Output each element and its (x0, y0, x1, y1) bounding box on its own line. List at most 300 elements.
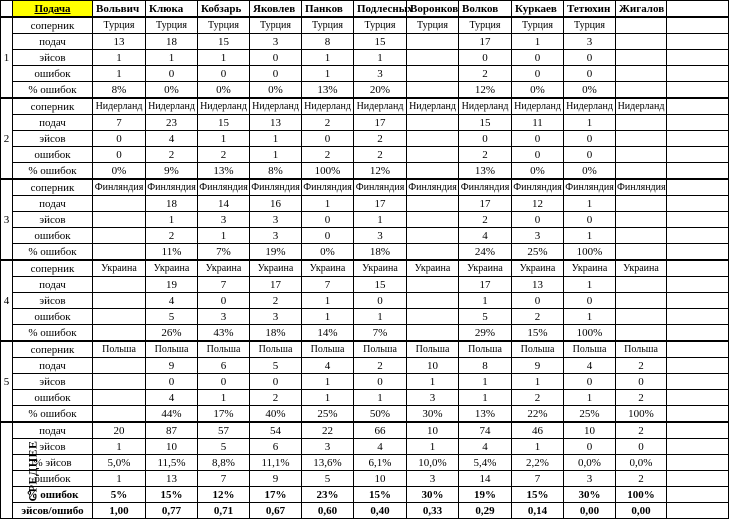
stat-cell: 14% (302, 325, 354, 342)
stat-cell: 0 (616, 374, 667, 390)
stat-cell: 4 (146, 131, 198, 147)
stat-cell: 0% (198, 82, 250, 99)
stat-cell: 3 (250, 212, 302, 228)
stat-cell: 0 (616, 439, 667, 455)
stat-cell: 10 (407, 358, 459, 374)
table-row (1, 277, 729, 293)
stat-cell (407, 293, 459, 309)
stat-cell: 2 (354, 147, 407, 163)
stat-cell: 2 (198, 147, 250, 163)
stat-cell: 23% (302, 487, 354, 503)
stat-cell: Финляндия (564, 179, 616, 196)
row-label: соперник (13, 17, 93, 34)
stat-cell: 15 (198, 34, 250, 50)
table-row (1, 147, 729, 163)
spacer-cell (667, 50, 729, 66)
stat-cell: 1 (459, 390, 512, 406)
spacer-cell (667, 439, 729, 455)
stat-cell (93, 293, 146, 309)
stat-cell: Финляндия (407, 179, 459, 196)
stat-cell (616, 131, 667, 147)
player-header: Панков (302, 1, 354, 18)
stat-cell: 2 (616, 390, 667, 406)
stat-cell: 25% (302, 406, 354, 423)
stat-cell (93, 212, 146, 228)
stat-cell: 0 (459, 50, 512, 66)
stat-cell: 0 (354, 293, 407, 309)
stat-cell (616, 66, 667, 82)
stat-cell: 1 (407, 374, 459, 390)
stat-cell: 1 (302, 309, 354, 325)
stat-cell: 0% (564, 163, 616, 180)
stat-cell: 13% (198, 163, 250, 180)
row-label: ошибок (13, 309, 93, 325)
stat-cell: 0 (564, 131, 616, 147)
stat-cell: 1 (302, 66, 354, 82)
stat-cell: 0% (93, 163, 146, 180)
stat-cell (93, 325, 146, 342)
player-header: Куркаев (512, 1, 564, 18)
stat-cell (616, 244, 667, 261)
stat-cell: 11,5% (146, 455, 198, 471)
stat-cell: Турция (250, 17, 302, 34)
stat-cell: 1 (512, 374, 564, 390)
stat-cell: 17 (459, 277, 512, 293)
stat-cell: 1 (564, 196, 616, 212)
table-row (1, 406, 729, 423)
stat-cell: Польша (250, 341, 302, 358)
stat-cell: 40% (250, 406, 302, 423)
stat-cell: Нидерланд (616, 98, 667, 115)
stat-cell: 0 (564, 293, 616, 309)
stat-cell: 0,00 (564, 503, 616, 519)
table-row (1, 34, 729, 50)
stat-cell: 22 (302, 422, 354, 439)
spacer-cell (667, 503, 729, 519)
stat-cell: 5,4% (459, 455, 512, 471)
stat-cell: 2 (459, 147, 512, 163)
stat-cell: 17 (250, 277, 302, 293)
stat-cell: 66 (354, 422, 407, 439)
stat-cell: 0 (564, 66, 616, 82)
stat-cell: 1 (407, 439, 459, 455)
stat-cell: 4 (302, 358, 354, 374)
stat-cell (616, 34, 667, 50)
stat-cell: 0,60 (302, 503, 354, 519)
spacer-cell (667, 179, 729, 196)
stat-cell (93, 390, 146, 406)
stat-cell: Украина (93, 260, 146, 277)
stat-cell: 17% (250, 487, 302, 503)
row-label: соперник (13, 341, 93, 358)
stat-cell (616, 212, 667, 228)
stat-cell: 0 (250, 50, 302, 66)
stat-cell: 13 (93, 34, 146, 50)
stat-cell: 2 (459, 66, 512, 82)
stat-cell: Украина (512, 260, 564, 277)
stat-cell: 30% (407, 406, 459, 423)
stat-cell: 2 (250, 293, 302, 309)
stat-cell: 15 (198, 115, 250, 131)
row-label: % ошибок (13, 487, 93, 503)
stat-cell: 2 (302, 147, 354, 163)
spacer-cell (667, 196, 729, 212)
average-row (1, 439, 729, 455)
stat-cell: 9 (146, 358, 198, 374)
stat-cell: 1 (93, 50, 146, 66)
table-row (1, 82, 729, 99)
stat-cell: 0,67 (250, 503, 302, 519)
stat-cell: 0 (512, 50, 564, 66)
spacer-cell (667, 163, 729, 180)
table-row (1, 341, 729, 358)
stat-cell: 1 (146, 212, 198, 228)
stat-cell: 0 (250, 374, 302, 390)
stat-cell: 7% (198, 244, 250, 261)
stat-cell: Украина (198, 260, 250, 277)
average-row (1, 487, 729, 503)
stat-cell: 18% (250, 325, 302, 342)
spacer-cell (667, 212, 729, 228)
stat-cell: 9 (250, 471, 302, 487)
average-label-cell (1, 422, 40, 519)
stat-cell: 3 (564, 471, 616, 487)
stat-cell: Турция (512, 17, 564, 34)
stat-cell: 7% (354, 325, 407, 342)
table-row (1, 179, 729, 196)
stat-cell: 2 (354, 358, 407, 374)
stat-cell: 0 (354, 374, 407, 390)
stat-cell: 2 (146, 228, 198, 244)
stat-cell: 5% (93, 487, 146, 503)
stat-cell: 12% (459, 82, 512, 99)
spacer-cell (667, 455, 729, 471)
spacer-cell (667, 34, 729, 50)
stat-cell: Турция (302, 17, 354, 34)
table-row (1, 228, 729, 244)
stat-cell: 3 (198, 212, 250, 228)
stat-cell: 2 (616, 471, 667, 487)
row-label: подач (13, 34, 93, 50)
stat-cell: 1 (354, 309, 407, 325)
stat-cell: 5 (250, 358, 302, 374)
stat-cell: 0,33 (407, 503, 459, 519)
stat-cell: 4 (146, 390, 198, 406)
stat-cell: 9% (146, 163, 198, 180)
row-label: ошибок (13, 390, 93, 406)
average-row (1, 471, 729, 487)
spacer-cell (667, 358, 729, 374)
stat-cell: 6,1% (354, 455, 407, 471)
stat-cell: 15% (512, 487, 564, 503)
stat-cell: Финляндия (512, 179, 564, 196)
spacer-cell (667, 325, 729, 342)
stat-cell: 12% (198, 487, 250, 503)
spacer-cell (667, 309, 729, 325)
stat-cell: 12% (354, 163, 407, 180)
stat-cell: 1 (459, 374, 512, 390)
stat-cell: 17% (198, 406, 250, 423)
stat-cell: 0 (564, 50, 616, 66)
stat-cell: Нидерланд (459, 98, 512, 115)
spacer-cell (667, 487, 729, 503)
table-row (1, 17, 729, 34)
stat-cell: 13% (459, 406, 512, 423)
stat-cell: 0 (250, 66, 302, 82)
average-row (1, 422, 729, 439)
stat-cell: Нидерланд (146, 98, 198, 115)
stat-cell: 17 (354, 196, 407, 212)
stat-cell: 0 (198, 66, 250, 82)
stat-cell: Турция (198, 17, 250, 34)
stat-cell: 2 (250, 390, 302, 406)
table-row (1, 309, 729, 325)
header-row (1, 1, 729, 18)
stat-cell: 100% (564, 325, 616, 342)
stat-cell: 15 (354, 277, 407, 293)
stat-cell: 15% (354, 487, 407, 503)
stat-cell: 0% (302, 244, 354, 261)
stat-cell: 54 (250, 422, 302, 439)
stat-cell: 0,0% (616, 455, 667, 471)
table-row (1, 374, 729, 390)
group-number: 3 (1, 179, 13, 260)
stat-cell: 15% (146, 487, 198, 503)
row-label: соперник (13, 179, 93, 196)
stat-cell: Нидерланд (93, 98, 146, 115)
stat-cell: 0% (564, 82, 616, 99)
stat-cell (407, 196, 459, 212)
stat-cell: 3 (250, 34, 302, 50)
stat-cell (407, 163, 459, 180)
stat-cell: 30% (407, 487, 459, 503)
stat-cell: Польша (302, 341, 354, 358)
stat-cell (93, 374, 146, 390)
stat-cell (616, 50, 667, 66)
stat-cell: 0,71 (198, 503, 250, 519)
stat-cell (407, 325, 459, 342)
stat-cell: 4 (459, 228, 512, 244)
stat-cell: 1 (564, 228, 616, 244)
stat-cell: 3 (250, 309, 302, 325)
stat-cell: 23 (146, 115, 198, 131)
stat-cell: 25% (512, 244, 564, 261)
stat-cell: 3 (407, 390, 459, 406)
table-row (1, 163, 729, 180)
stat-cell: 1 (250, 131, 302, 147)
stat-cell: 3 (198, 309, 250, 325)
stat-cell: 0 (512, 147, 564, 163)
row-label: эйсов (13, 374, 93, 390)
stat-cell: 4 (354, 439, 407, 455)
spacer-cell (667, 390, 729, 406)
spacer-cell (667, 374, 729, 390)
stat-cell (616, 163, 667, 180)
stat-cell: 2,2% (512, 455, 564, 471)
stat-cell: 74 (459, 422, 512, 439)
stat-cell: Нидерланд (354, 98, 407, 115)
stat-cell: 10,0% (407, 455, 459, 471)
stat-cell: 18% (354, 244, 407, 261)
spacer-cell (667, 66, 729, 82)
row-label: ошибок (13, 147, 93, 163)
spacer-cell (667, 82, 729, 99)
group-number: 4 (1, 260, 13, 341)
stat-cell (407, 66, 459, 82)
stat-cell: 0,29 (459, 503, 512, 519)
stat-cell (93, 358, 146, 374)
stat-cell: 1 (354, 50, 407, 66)
stat-cell (407, 277, 459, 293)
spacer-cell (667, 17, 729, 34)
stat-cell: 0 (198, 374, 250, 390)
player-header: Тетюхин (564, 1, 616, 18)
stat-cell: Польша (512, 341, 564, 358)
stat-cell (407, 147, 459, 163)
stat-cell: 15 (354, 34, 407, 50)
player-header: Кобзарь (198, 1, 250, 18)
stat-cell: 0 (459, 131, 512, 147)
stat-cell (93, 196, 146, 212)
stat-cell: 0,40 (354, 503, 407, 519)
stat-cell: 3 (354, 66, 407, 82)
stat-cell: 0 (302, 212, 354, 228)
stat-cell: 17 (459, 34, 512, 50)
stat-cell: 0 (198, 293, 250, 309)
stat-cell: 18 (146, 34, 198, 50)
spacer-cell (667, 244, 729, 261)
stat-cell: 11,1% (250, 455, 302, 471)
stat-cell: 3 (250, 228, 302, 244)
row-label: соперник (13, 260, 93, 277)
stat-cell: Украина (407, 260, 459, 277)
stat-cell: Украина (564, 260, 616, 277)
stat-cell: Польша (93, 341, 146, 358)
stat-cell: 44% (146, 406, 198, 423)
stat-cell (616, 228, 667, 244)
stat-cell: 0 (512, 66, 564, 82)
table-row (1, 196, 729, 212)
spacer-cell (667, 293, 729, 309)
stat-cell: 0,00 (616, 503, 667, 519)
stat-cell (93, 244, 146, 261)
stat-cell: Финляндия (459, 179, 512, 196)
stat-cell: 10 (354, 471, 407, 487)
stat-cell: 57 (198, 422, 250, 439)
stat-cell: Нидерланд (198, 98, 250, 115)
stat-cell: Польша (354, 341, 407, 358)
stat-cell: 2 (459, 212, 512, 228)
stat-cell: Турция (354, 17, 407, 34)
stat-cell: Польша (146, 341, 198, 358)
stat-cell: Нидерланд (407, 98, 459, 115)
stat-cell (616, 196, 667, 212)
stat-cell: 0% (250, 82, 302, 99)
stat-cell: 16 (250, 196, 302, 212)
stat-cell (616, 17, 667, 34)
group-number: 5 (1, 341, 13, 422)
stat-cell: 1 (93, 66, 146, 82)
spacer-cell (667, 260, 729, 277)
stat-cell: 24% (459, 244, 512, 261)
stat-cell: 5 (302, 471, 354, 487)
stat-cell (616, 293, 667, 309)
row-label: эйсов (13, 131, 93, 147)
stat-cell: 20 (93, 422, 146, 439)
row-label: подач (13, 422, 93, 439)
stat-cell: Финляндия (146, 179, 198, 196)
stat-cell: 0 (512, 212, 564, 228)
stat-cell: 8,8% (198, 455, 250, 471)
stat-cell: 1 (93, 439, 146, 455)
stat-cell: 0,0% (564, 455, 616, 471)
average-label: СРЕДНЕЕ (25, 439, 40, 502)
stat-cell: Нидерланд (250, 98, 302, 115)
row-label: ошибок (13, 471, 93, 487)
table-row (1, 325, 729, 342)
stat-cell: Финляндия (354, 179, 407, 196)
table-row (1, 260, 729, 277)
row-label: соперник (13, 98, 93, 115)
spacer-cell (667, 341, 729, 358)
stat-cell: 29% (459, 325, 512, 342)
stat-cell: 1,00 (93, 503, 146, 519)
player-header: Вольвич (93, 1, 146, 18)
stat-cell: 2 (512, 390, 564, 406)
table-row (1, 66, 729, 82)
spacer-cell (667, 98, 729, 115)
stat-cell: 4 (459, 439, 512, 455)
stat-cell (407, 244, 459, 261)
row-label: ошибок (13, 228, 93, 244)
row-label: % эйсов (13, 455, 93, 471)
stat-cell (407, 82, 459, 99)
stat-cell: Финляндия (616, 179, 667, 196)
spacer-cell (667, 1, 729, 18)
stat-cell: 1 (564, 115, 616, 131)
stat-cell: 3 (354, 228, 407, 244)
spacer-cell (667, 406, 729, 423)
stat-cell (407, 309, 459, 325)
row-label: подач (13, 115, 93, 131)
stat-cell: 13,6% (302, 455, 354, 471)
stat-cell: 0 (512, 131, 564, 147)
stat-cell: 17 (354, 115, 407, 131)
stat-cell: 15 (459, 115, 512, 131)
stat-cell: 3 (407, 471, 459, 487)
stat-cell: 0 (564, 374, 616, 390)
stat-cell: 8 (459, 358, 512, 374)
row-label: подач (13, 358, 93, 374)
stat-cell: 7 (93, 115, 146, 131)
stat-cell: 1 (512, 34, 564, 50)
stat-cell: 11% (146, 244, 198, 261)
stat-cell: Нидерланд (564, 98, 616, 115)
stat-cell (407, 34, 459, 50)
stat-cell: Турция (146, 17, 198, 34)
stat-cell: 7 (198, 471, 250, 487)
row-label: эйсов (13, 212, 93, 228)
stat-cell: 1 (512, 439, 564, 455)
stat-cell (616, 309, 667, 325)
stat-cell: 100% (564, 244, 616, 261)
stat-cell: 4 (146, 293, 198, 309)
spacer-cell (667, 131, 729, 147)
stat-cell (407, 115, 459, 131)
stat-cell: 2 (354, 131, 407, 147)
stat-cell: 7 (198, 277, 250, 293)
stat-cell: 0 (564, 212, 616, 228)
